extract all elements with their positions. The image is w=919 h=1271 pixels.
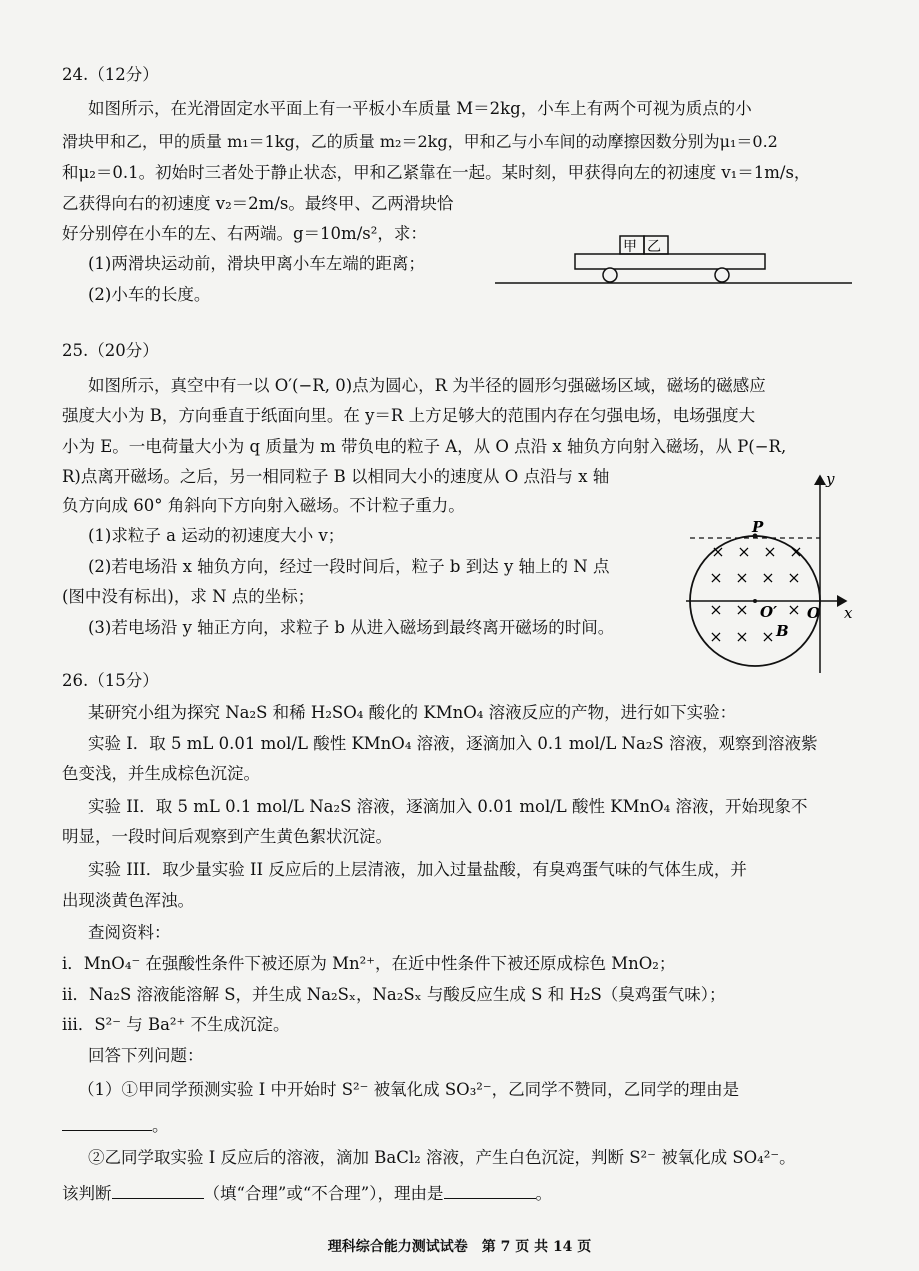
- cross-mark: ×: [735, 600, 749, 619]
- field-into-page-marks: [709, 542, 802, 646]
- cart-board: [575, 254, 765, 269]
- q26-experiment-1: 实验 I．取 5 mL 0.01 mol/L 酸性 KMnO₄ 溶液，逐滴加入 0.1 mol/L Na₂S 溶液，观察到溶液紫: [88, 734, 818, 753]
- page-footer: 理科综合能力测试试卷 第 7 页 共 14 页: [327, 1239, 592, 1255]
- q26-experiment-3-cont: 出现淡黄色浑浊。: [62, 891, 194, 910]
- q26-part-2-answer-line: [62, 1180, 552, 1205]
- x-axis-label: x: [844, 604, 853, 622]
- q26-intro: 某研究小组为探究 Na₂S 和稀 H₂SO₄ 酸化的 KMnO₄ 溶液反应的产物，进行如下实验：: [88, 703, 737, 722]
- answer-blank-3-period: 。: [535, 1184, 552, 1203]
- cross-mark: ×: [761, 568, 775, 587]
- q25-subquestion-2-cont: (图中没有标出)，求 N 点的坐标；: [62, 587, 315, 606]
- q25-subquestion-1: (1)求粒子 a 运动的初速度大小 v；: [88, 526, 345, 545]
- q25-text-line-4: R)点离开磁场。之后，另一相同粒子 B 以相同大小的速度从 O 点沿与 x 轴: [62, 467, 610, 486]
- cross-mark: ×: [761, 627, 775, 646]
- cross-mark: ×: [789, 542, 803, 561]
- q25-text-line-5: 负方向成 60° 角斜向下方向射入磁场。不计粒子重力。: [62, 496, 465, 515]
- center-dot: [753, 599, 757, 603]
- cross-mark: ×: [709, 600, 723, 619]
- cart-wheel-right: [715, 268, 729, 282]
- q26-experiment-1-cont: 色变浅，并生成棕色沉淀。: [62, 764, 260, 783]
- q25-subquestion-3: (3)若电场沿 y 轴正方向，求粒子 b 从进入磁场到最终离开磁场的时间。: [88, 618, 615, 637]
- cross-mark: ×: [735, 627, 749, 646]
- magnetic-field-label: B: [776, 622, 789, 640]
- q25-text-line-1: 如图所示，真空中有一以 O′(−R, 0)点为圆心，R 为半径的圆形匀强磁场区域，磁场的磁感应: [88, 376, 766, 395]
- q26-part-1-answer-line: [62, 1112, 169, 1137]
- center-label: O′: [760, 603, 778, 621]
- q25-magnetic-field-figure: [680, 468, 862, 680]
- q26-reference-3: iii．S²⁻ 与 Ba²⁺ 不生成沉淀。: [62, 1015, 290, 1034]
- answer-blank-2[interactable]: [112, 1180, 204, 1199]
- q24-heading: 24.（12分）: [62, 65, 159, 84]
- cross-mark: ×: [709, 627, 723, 646]
- q26-part-2-prompt: ②乙同学取实验 I 反应后的溶液，滴加 BaCl₂ 溶液，产生白色沉淀，判断 S²⁻ 被氧化成 SO₄²⁻。: [88, 1148, 796, 1167]
- q26-experiment-3: 实验 III．取少量实验 II 反应后的上层清液，加入过量盐酸，有臭鸡蛋气味的气体生成，并: [88, 860, 747, 879]
- block-yi-label: 乙: [647, 239, 661, 255]
- cross-mark: ×: [709, 568, 723, 587]
- q25-text-line-3: 小为 E。一电荷量大小为 q 质量为 m 带负电的粒子 A，从 O 点沿 x 轴负方向射入磁场，从 P(−R,: [62, 437, 787, 456]
- q26-reference-heading: 查阅资料：: [88, 923, 171, 942]
- cross-mark: ×: [787, 600, 801, 619]
- y-axis-label: y: [826, 470, 835, 488]
- q25-heading: 25.（20分）: [62, 341, 159, 360]
- q26-heading: 26.（15分）: [62, 671, 159, 690]
- q24-text-line-4: 乙获得向右的初速度 v₂＝2m/s。最终甲、乙两滑块恰: [62, 194, 454, 213]
- cross-mark: ×: [711, 542, 725, 561]
- answer-blank-1[interactable]: [62, 1112, 152, 1131]
- cross-mark: ×: [737, 542, 751, 561]
- cart-wheel-left: [603, 268, 617, 282]
- q26-experiment-2: 实验 II．取 5 mL 0.1 mol/L Na₂S 溶液，逐滴加入 0.01 mol/L 酸性 KMnO₄ 溶液，开始现象不: [88, 797, 808, 816]
- q24-cart-figure: [490, 224, 860, 294]
- q26-reference-2: ii．Na₂S 溶液能溶解 S，并生成 Na₂Sₓ，Na₂Sₓ 与酸反应生成 S 和 H₂S（臭鸡蛋气味）；: [62, 985, 726, 1004]
- cross-mark: ×: [763, 542, 777, 561]
- cross-mark: ×: [787, 568, 801, 587]
- q24-subquestion-1: (1)两滑块运动前，滑块甲离小车左端的距离；: [88, 254, 425, 273]
- q26-part-2-judge-label: 该判断: [62, 1184, 112, 1203]
- answer-blank-1-period: 。: [152, 1116, 169, 1135]
- q26-reference-1: i．MnO₄⁻ 在强酸性条件下被还原为 Mn²⁺，在近中性条件下被还原成棕色 MnO₂；: [62, 954, 676, 973]
- q24-subquestion-2: (2)小车的长度。: [88, 285, 211, 304]
- block-jia-label: 甲: [623, 239, 637, 255]
- origin-label: O: [807, 604, 821, 622]
- cross-mark: ×: [735, 568, 749, 587]
- q25-text-line-2: 强度大小为 B，方向垂直于纸面向里。在 y＝R 上方足够大的范围内存在匀强电场，电场强度大: [62, 406, 756, 425]
- point-p-label: P: [752, 518, 764, 536]
- q24-text-line-1: 如图所示，在光滑固定水平面上有一平板小车质量 M＝2kg，小车上有两个可视为质点的小: [88, 99, 752, 118]
- q26-answer-heading: 回答下列问题：: [88, 1046, 204, 1065]
- q26-experiment-2-cont: 明显，一段时间后观察到产生黄色絮状沉淀。: [62, 827, 392, 846]
- answer-blank-3[interactable]: [444, 1180, 536, 1199]
- q24-text-line-5: 好分别停在小车的左、右两端。g＝10m/s²，求：: [62, 224, 427, 243]
- q25-subquestion-2: (2)若电场沿 x 轴负方向，经过一段时间后，粒子 b 到达 y 轴上的 N 点: [88, 557, 610, 576]
- q24-text-line-2: 滑块甲和乙，甲的质量 m₁＝1kg，乙的质量 m₂＝2kg，甲和乙与小车间的动摩擦因数分别为μ₁＝0.2: [62, 132, 778, 151]
- q26-part-1-prompt: （1）①甲同学预测实验 I 中开始时 S²⁻ 被氧化成 SO₃²⁻，乙同学不赞同，乙同学的理由是: [78, 1080, 740, 1099]
- q24-text-line-3: 和μ₂＝0.1。初始时三者处于静止状态，甲和乙紧靠在一起。某时刻，甲获得向左的初速度 v₁＝1m/s，: [62, 163, 811, 182]
- q26-part-2-hint: （填“合理”或“不合理”），理由是: [203, 1184, 444, 1203]
